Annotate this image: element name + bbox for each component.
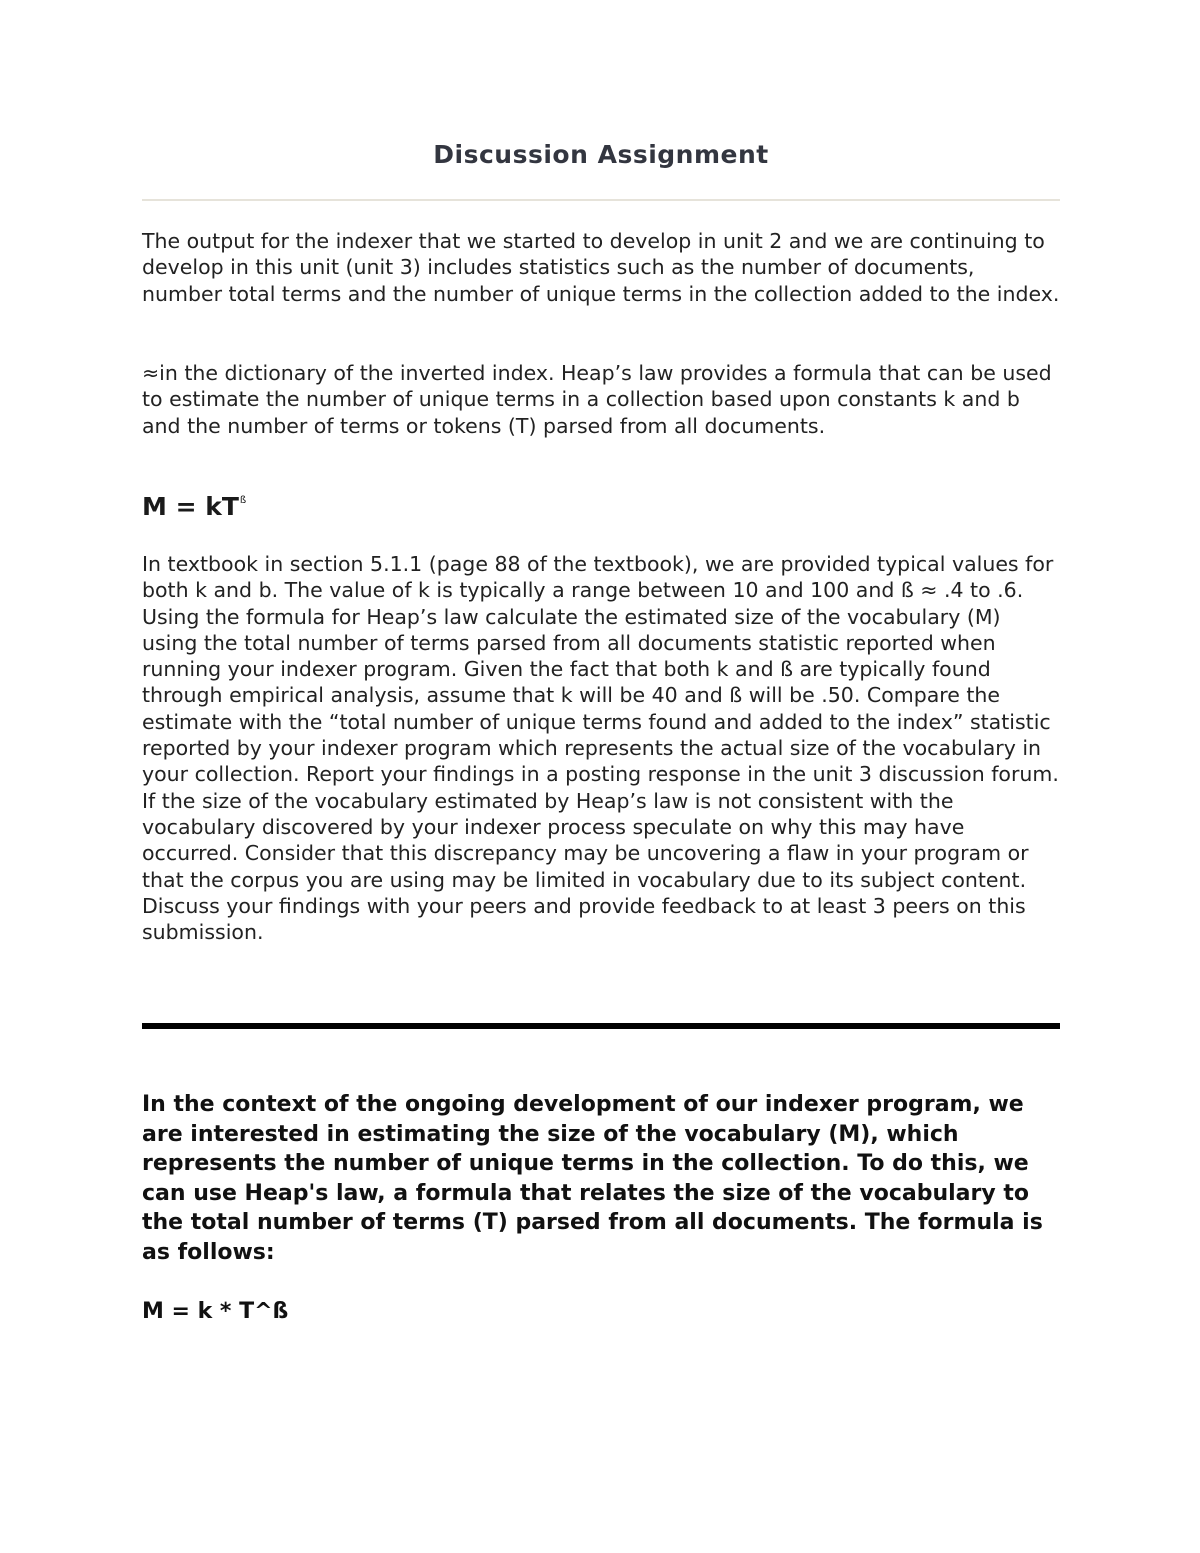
response-formula: M = k * T^ß <box>142 1299 289 1324</box>
section-divider <box>142 1023 1060 1029</box>
formula-main-text: M = kT <box>142 492 239 521</box>
intro-paragraph: The output for the indexer that we started to develop in unit 2 and we are continuing to develop in this unit (unit 3) includes statistics such as the number of documents, number total terms and the number of unique terms in the collection added to the index. <box>142 229 1060 306</box>
heaps-law-formula <box>142 492 246 521</box>
title-divider <box>142 199 1060 201</box>
formula-exponent: ß <box>239 495 247 506</box>
response-paragraph: In the context of the ongoing development of our indexer program, we are interested in estimating the size of the vocabulary (M), which represents the number of unique terms in the collection. To do this, we can use Heap's law, a formula that relates the size of the vocabulary to the total number of terms (T) parsed from all documents. The formula is as follows: <box>142 1092 1043 1265</box>
instructions-paragraph: In textbook in section 5.1.1 (page 88 of the textbook), we are provided typical values for both k and b. The value of k is typically a range between 10 and 100 and ß ≈ .4 to .6. Using the formula for Heap’s law calculate the estimated size of the vocabulary (M) using the total number of terms parsed from all documents statistic reported when running your indexer program. Given the fact that both k and ß are typically found through empirical analysis, assume that k will be 40 and ß will be .50. Compare the estimate with the “total number of unique terms found and added to the index” statistic reported by your indexer program which represents the actual size of the vocabulary in your collection. Report your findings in a posting response in the unit 3 discussion forum. If the size of the vocabulary estimated by Heap’s law is not consistent with the vocabulary discovered by your indexer process speculate on why this may have occurred. Consider that this discrepancy may be uncovering a flaw in your program or that the corpus you are using may be limited in vocabulary due to its subject content. Discuss your findings with your peers and provide feedback to at least 3 peers on this submission. <box>142 552 1059 945</box>
page-title: Discussion Assignment <box>433 140 769 169</box>
heaps-law-paragraph: ≈in the dictionary of the inverted index. Heap’s law provides a formula that can be used to estimate the number of unique terms in a collection based upon constants k and b and the number of terms or tokens (T) parsed from all documents. <box>142 361 1052 438</box>
